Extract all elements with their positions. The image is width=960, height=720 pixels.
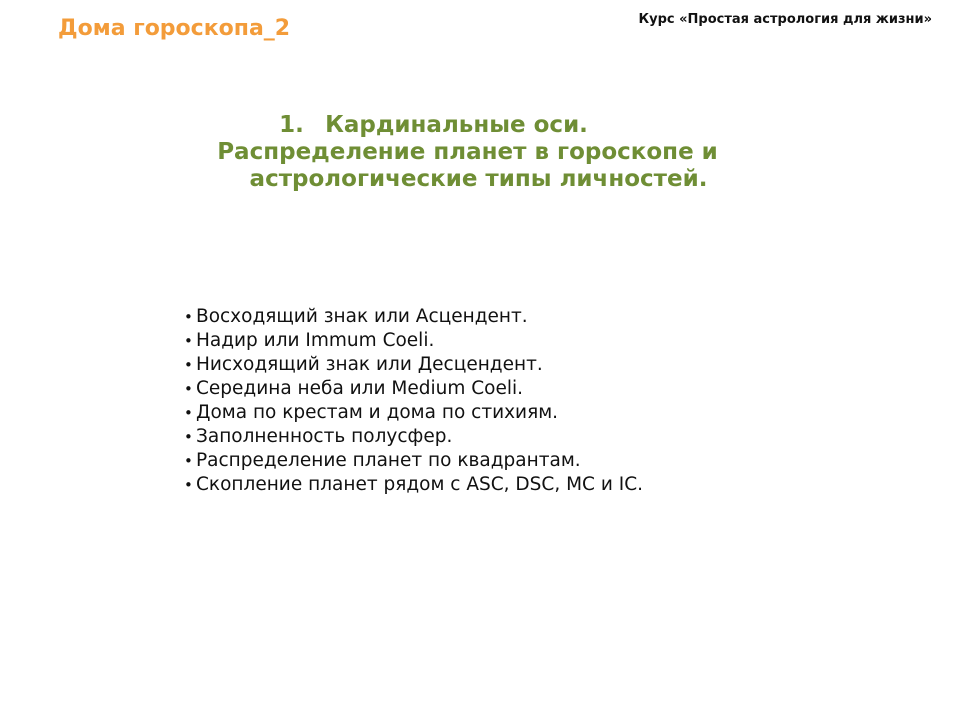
list-item [184, 473, 643, 497]
list-item-text: Надир или Immum Coeli. [196, 330, 435, 351]
list-item [184, 449, 643, 473]
bullet-icon: • [184, 356, 193, 374]
list-item [184, 425, 643, 449]
list-item [184, 305, 643, 329]
slide-label: Дома гороскопа_2 [58, 16, 291, 41]
bullet-icon: • [184, 404, 193, 422]
course-title: Курс «Простая астрология для жизни» [638, 12, 932, 27]
heading-line-1 [0, 112, 935, 139]
list-item-text: Дома по крестам и дома по стихиям. [196, 402, 559, 423]
bullet-icon: • [184, 332, 193, 350]
list-item [184, 353, 643, 377]
list-item-text: Скопление планет рядом с ASC, DSC, MC и IC. [196, 474, 644, 495]
bullet-icon: • [184, 476, 193, 494]
list-item-text: Середина неба или Medium Coeli. [196, 378, 524, 399]
list-item [184, 401, 643, 425]
list-item-text: Распределение планет по квадрантам. [196, 450, 581, 471]
heading-line-3: астрологические типы личностей. [249, 166, 708, 192]
section-heading [0, 112, 935, 193]
list-item [184, 377, 643, 401]
list-item-text: Восходящий знак или Асцендент. [196, 306, 528, 327]
heading-line-1-text: Кардинальные оси. [325, 112, 588, 138]
list-item [184, 329, 643, 353]
heading-number: 1. [279, 112, 304, 138]
bullet-icon: • [184, 452, 193, 470]
list-item-text: Заполненность полусфер. [196, 426, 453, 447]
bullet-icon: • [184, 428, 193, 446]
bullet-icon: • [184, 380, 193, 398]
bullet-icon: • [184, 308, 193, 326]
topic-list [184, 305, 643, 497]
heading-line-2: Распределение планет в гороскопе и [217, 139, 718, 165]
list-item-text: Нисходящий знак или Десцендент. [196, 354, 543, 375]
